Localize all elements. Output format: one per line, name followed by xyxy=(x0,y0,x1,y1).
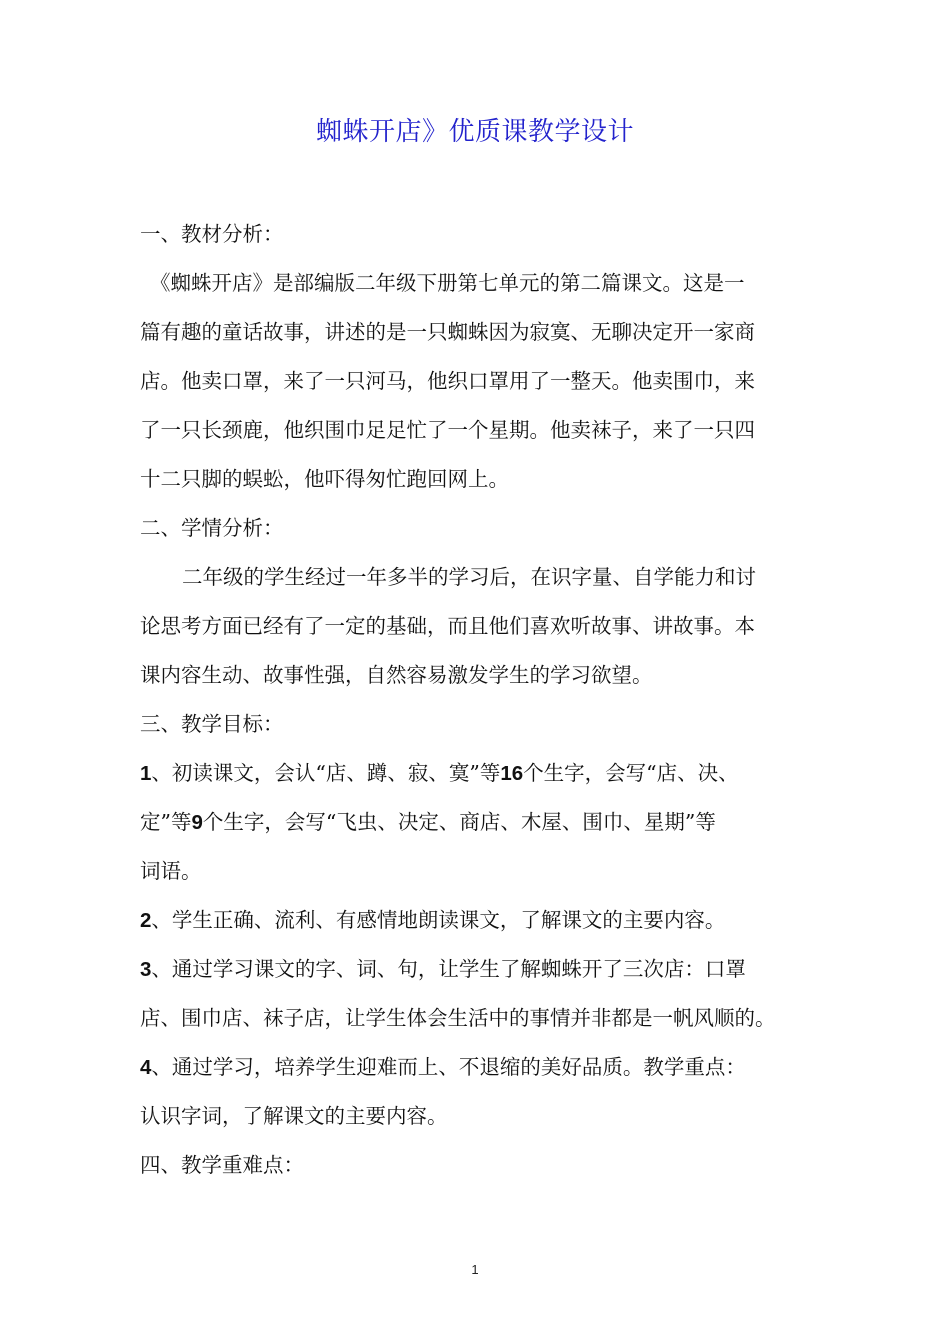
goal-text: 个生字，会写“店、决、 xyxy=(523,761,739,785)
goal-text: 、初读课文，会认“店、蹲、寂、寞”等 xyxy=(151,761,501,785)
goal-text: 个生字，会写“飞虫、决定、商店、木屋、围巾、星期”等 xyxy=(202,810,716,834)
goal-3-line-2: 店、围巾店、袜子店，让学生体会生活中的事情并非都是一帆风顺的。 xyxy=(140,1006,776,1030)
goal-1-line-2 xyxy=(140,798,830,847)
paragraph-line: 二年级的学生经过一年多半的学习后，在识字量、自学能力和讨 xyxy=(182,565,756,589)
paragraph-line: 篇有趣的童话故事，讲述的是一只蜘蛛因为寂寞、无聊决定开一家商 xyxy=(140,320,755,344)
document-title: 蜘蛛开店》优质课教学设计 xyxy=(315,117,634,147)
paragraph-line: 论思考方面已经有了一定的基础，而且他们喜欢听故事、讲故事。本 xyxy=(140,614,755,638)
goal-text: 、通过学习，培养学生迎难而上、不退缩的美好品质。教学重点： xyxy=(151,1055,746,1079)
document-body xyxy=(140,210,830,1190)
goal-4-line-1 xyxy=(140,1043,830,1092)
section-heading-materials: 一、教材分析： xyxy=(140,222,284,246)
goal-4-line-2: 认识字词，了解课文的主要内容。 xyxy=(140,1104,448,1128)
goal-number: 2 xyxy=(140,909,152,932)
goal-number: 4 xyxy=(140,1056,152,1079)
section-heading-goals: 三、教学目标： xyxy=(140,712,284,736)
paragraph-line: 店。他卖口罩，来了一只河马，他织口罩用了一整天。他卖围巾，来 xyxy=(140,369,755,393)
section-heading-key-points: 四、教学重难点： xyxy=(140,1153,304,1177)
goal-number: 3 xyxy=(140,958,152,981)
goal-2 xyxy=(140,896,830,945)
count-value: 9 xyxy=(191,811,203,834)
paragraph-line: 十二只脚的蜈蚣，他吓得匆忙跑回网上。 xyxy=(140,467,509,491)
paragraph-line: 课内容生动、故事性强，自然容易激发学生的学习欲望。 xyxy=(140,663,653,687)
goal-3-line-1 xyxy=(140,945,830,994)
goal-text: 、通过学习课文的字、词、句，让学生了解蜘蛛开了三次店：口罩 xyxy=(151,957,746,981)
goal-text: 、学生正确、流利、有感情地朗读课文，了解课文的主要内容。 xyxy=(151,908,726,932)
goal-1-line-3: 词语。 xyxy=(140,859,202,883)
page-number: 1 xyxy=(471,1262,479,1277)
goal-1-line-1 xyxy=(140,749,830,798)
goal-text: 定”等 xyxy=(140,810,192,834)
paragraph-line: 了一只长颈鹿，他织围巾足足忙了一个星期。他卖袜子，来了一只四 xyxy=(140,418,755,442)
section-heading-students: 二、学情分析： xyxy=(140,516,284,540)
paragraph-line: 《蜘蛛开店》是部编版二年级下册第七单元的第二篇课文。这是一 xyxy=(150,271,745,295)
goal-number: 1 xyxy=(140,762,152,785)
count-value: 16 xyxy=(500,762,524,785)
